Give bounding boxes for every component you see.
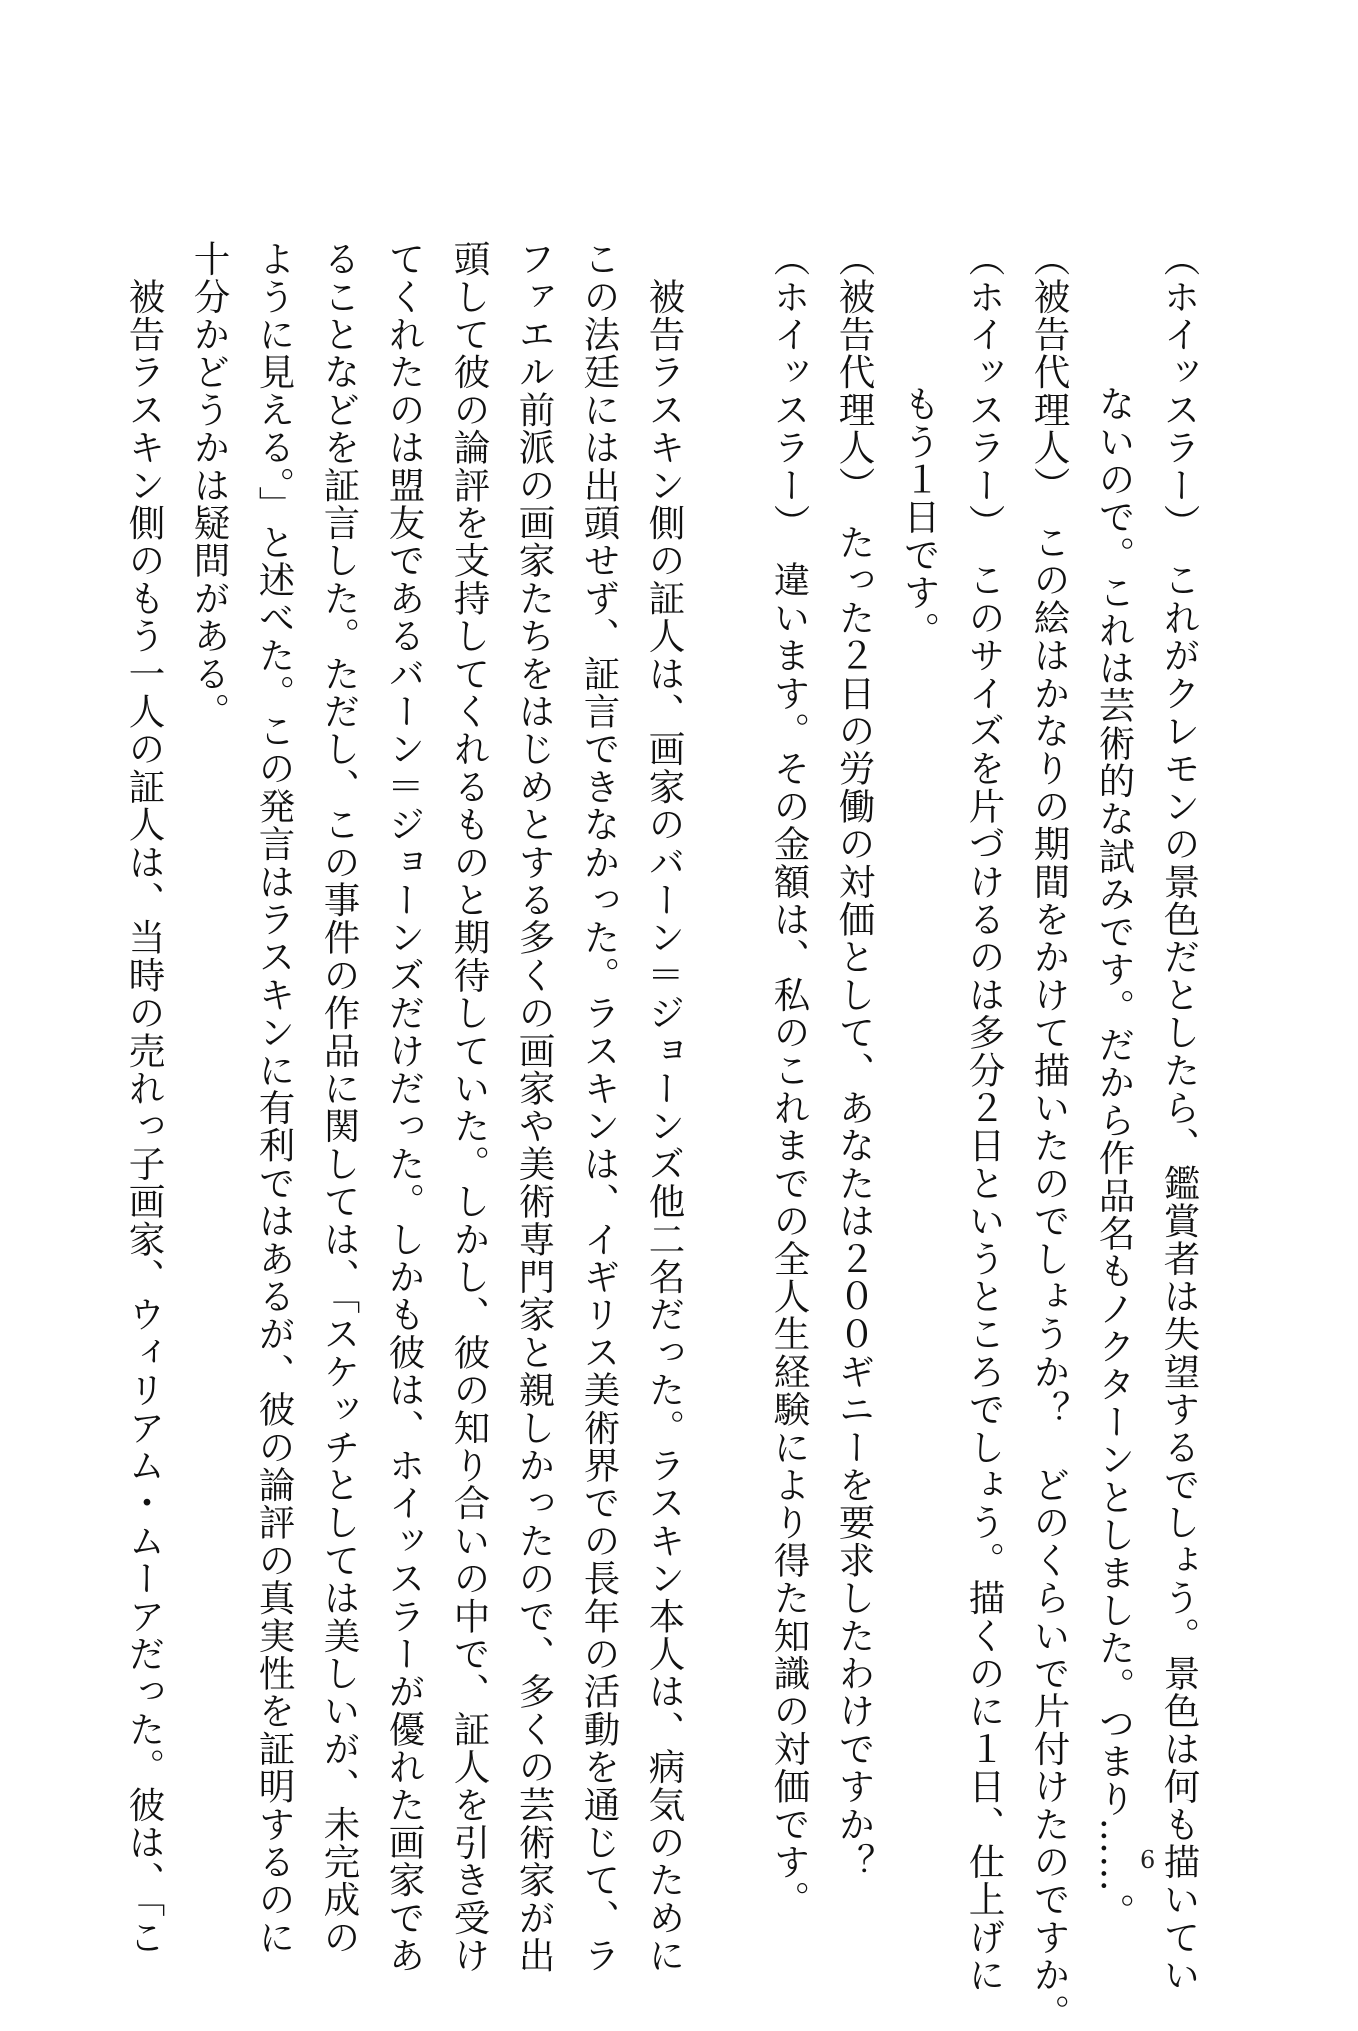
page-number: 6 xyxy=(1140,1846,1156,1874)
narrative-line: ることなどを証言した。ただし、この事件の作品に関しては、「スケッチとしては美しいが、未完成の xyxy=(318,240,361,1956)
narrative-line: ファエル前派の画家たちをはじめとする多くの画家や美術専門家と親しかったので、多くの芸術家が出 xyxy=(513,240,556,1975)
narrative-line: てくれたのは盟友であるバーン＝ジョーンズだけだった。しかも彼は、ホイッスラーが優れた画家であ xyxy=(383,240,426,1975)
dialogue-line: （ホイッスラー） 違います。その金額は、私のこれまでの全人生経験により得た知識の対価です。 xyxy=(768,240,811,1919)
narrative-line: 十分かどうかは疑問がある。 xyxy=(188,240,231,731)
dialogue-line: （被告代理人） たった２日の労働の対価として、あなたは２００ギニーを要求したわけですか？ xyxy=(833,240,876,1881)
section-gap xyxy=(697,240,757,1780)
vertical-text-body xyxy=(112,240,1212,2031)
narrative-line: 頭して彼の論評を支持してくれるものと期待していた。しかし、彼の知り合いの中で、証人を引き受け xyxy=(448,240,491,1975)
dialogue-line: （ホイッスラー） これがクレモンの景色だとしたら、鑑賞者は失望するでしょう。景色は何も描いてい xyxy=(1158,240,1201,1994)
narrative-line: 被告ラスキン側のもう一人の証人は、当時の売れっ子画家、ウィリアム・ムーアだった。彼は、「こ xyxy=(123,240,166,1956)
dialogue-line-continued: もう１日です。 xyxy=(898,385,941,649)
dialogue-line-continued: ないので。これは芸術的な試みです。だから作品名もノクターンとしました。つまり……。 xyxy=(1093,385,1136,1931)
dialogue-line: （ホイッスラー） このサイズを片づけるのは多分２日というところでしょう。描くのに１日、仕上げに xyxy=(963,240,1006,1994)
dialogue-line: （被告代理人） この絵はかなりの期間をかけて描いたのでしょうか？ どのくらいで片付けたのですか。 xyxy=(1028,240,1071,2031)
narrative-line: この法廷には出頭せず、証言できなかった。ラスキンは、イギリス美術界での長年の活動を通じて、ラ xyxy=(578,240,621,1975)
narrative-line: 被告ラスキン側の証人は、画家のバーン＝ジョーンズ他二名だった。ラスキン本人は、病気のために xyxy=(643,240,686,1975)
narrative-line: ように見える。」と述べた。この発言はラスキンに有利ではあるが、彼の論評の真実性を証明するのに xyxy=(253,240,296,1956)
